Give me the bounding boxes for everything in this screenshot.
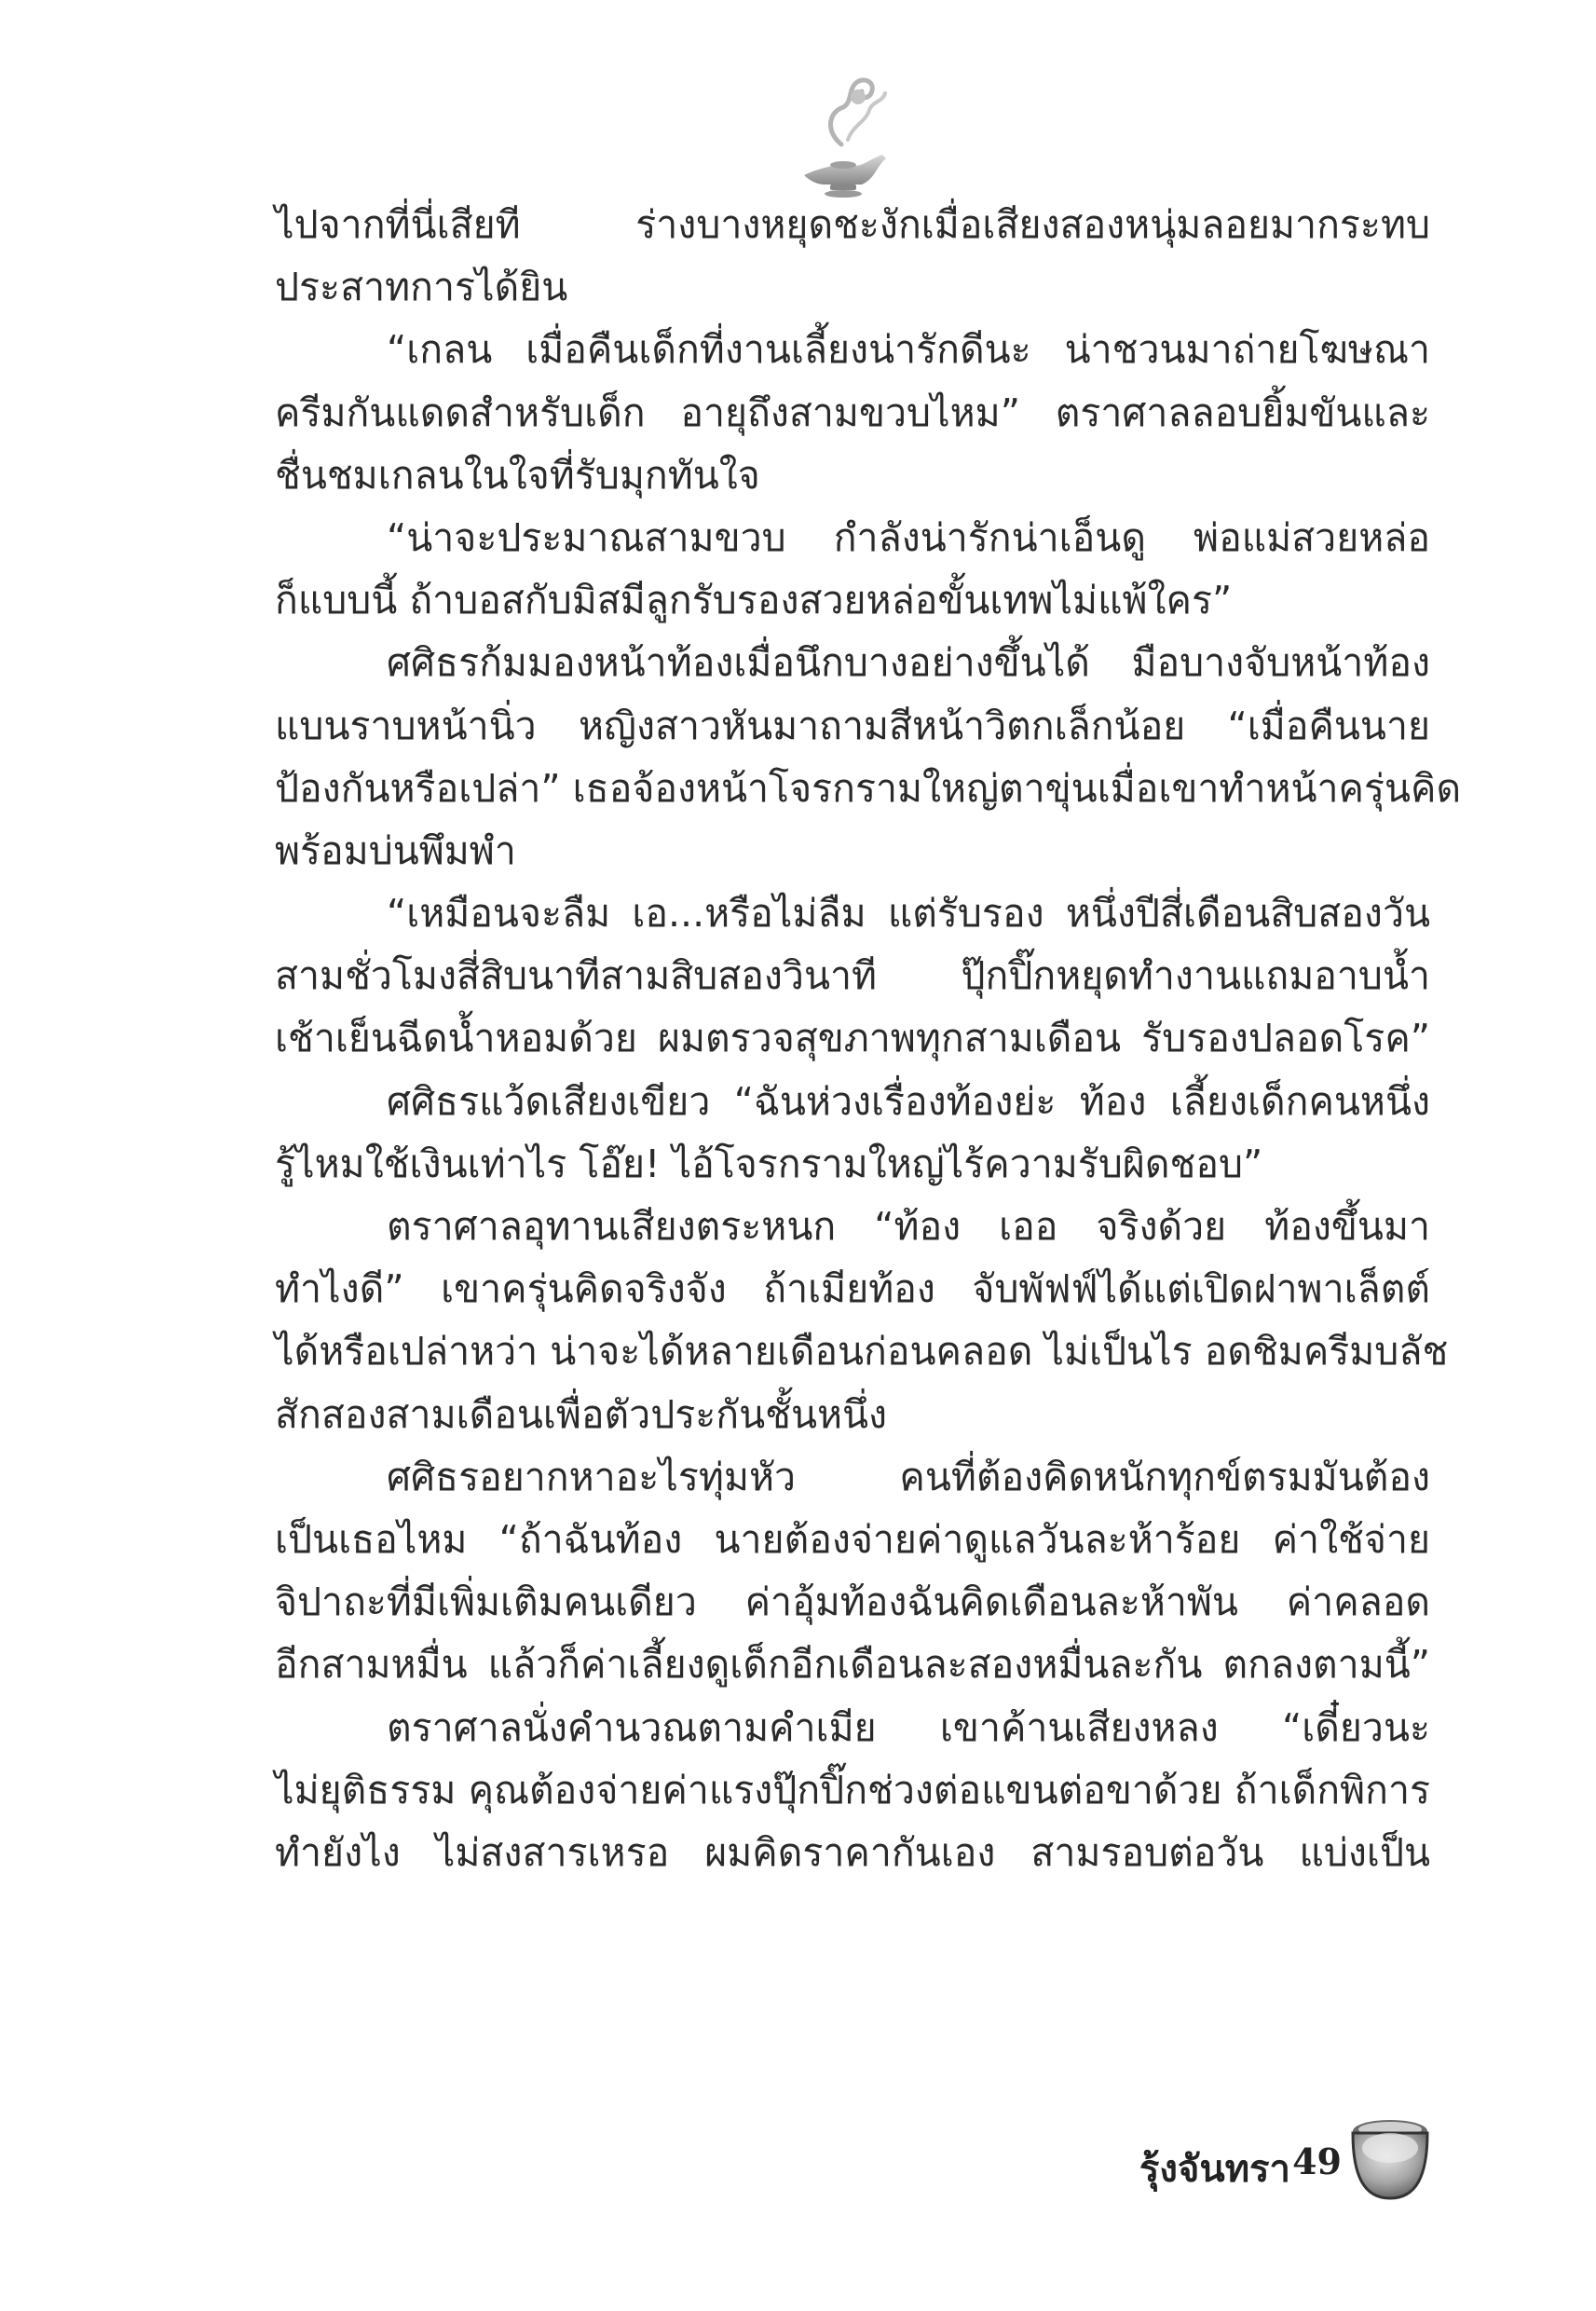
page-footer	[1081, 2111, 1453, 2213]
text-line: แบนราบหน้านิ่ว หญิงสาวหันมาถามสีหน้าวิตกเล็กน้อย “เมื่อคืนนาย	[275, 703, 1430, 748]
text-line: ครีมกันแดดสำหรับเด็ก อายุถึงสามขวบไหม” ตราศาลลอบยิ้มขันและ	[275, 390, 1430, 435]
text-line: ได้หรือเปล่าหว่า น่าจะได้หลายเดือนก่อนคลอด ไม่เป็นไร อดชิมครีมบลัช	[275, 1329, 1449, 1374]
text-line: ป้องกันหรือเปล่า” เธอจ้องหน้าโจรกรามใหญ่ตาขุ่นเมื่อเขาทำหน้าครุ่นคิด	[275, 765, 1462, 811]
text-line: เป็นเธอไหม “ถ้าฉันท้อง นายต้องจ่ายค่าดูแลวันละห้าร้อย ค่าใช้จ่าย	[275, 1516, 1430, 1562]
text-line: อีกสามหมื่น แล้วก็ค่าเลี้ยงดูเด็กอีกเดือนละสองหมื่นละกัน ตกลงตามนี้”	[275, 1642, 1430, 1688]
text-line: ไปจากที่นี่เสียที ร่างบางหยุดชะงักเมื่อเสียงสองหนุ่มลอยมากระทบ	[275, 202, 1430, 247]
text-line: ศศิธรก้มมองหน้าท้องเมื่อนึกบางอย่างขึ้นได้ มือบางจับหน้าท้อง	[387, 640, 1430, 686]
text-line: “เหมือนจะลืม เอ...หรือไม่ลืม แต่รับรอง หนึ่งปีสี่เดือนสิบสองวัน	[387, 891, 1430, 937]
text-line: ศศิธรแว้ดเสียงเขียว “ฉันห่วงเรื่องท้องย่ะ ท้อง เลี้ยงเด็กคนหนึ่ง	[387, 1078, 1430, 1124]
text-line: พร้อมบ่นพึมพำ	[275, 827, 516, 873]
text-line: ประสาทการได้ยิน	[275, 265, 568, 310]
text-line: รู้ไหมใช้เงินเท่าไร โอ๊ย! ไอ้โจรกรามใหญ่ไร้ความรับผิดชอบ”	[275, 1141, 1263, 1186]
text-line: จิปาถะที่มีเพิ่มเติมคนเดียว ค่าอุ้มท้องฉันคิดเดือนละห้าพัน ค่าคลอด	[275, 1579, 1430, 1625]
genie-lamp-icon	[797, 65, 899, 205]
text-line: ก็แบบนี้ ถ้าบอสกับมิสมีลูกรับรองสวยหล่อขั้นเทพไม่แพ้ใคร”	[275, 578, 1233, 623]
text-line: สามชั่วโมงสี่สิบนาทีสามสิบสองวินาที ปุ๊กปิ๊กหยุดทำงานแถมอาบน้ำ	[275, 953, 1430, 999]
cooking-pot-icon	[1345, 2111, 1435, 2204]
text-line: สักสองสามเดือนเพื่อตัวประกันชั้นหนึ่ง	[275, 1391, 888, 1437]
text-line: ชื่นชมเกลนในใจที่รับมุกทันใจ	[275, 452, 760, 498]
body-text	[275, 194, 1462, 1884]
text-line: ทำไงดี” เขาครุ่นคิดจริงจัง ถ้าเมียท้อง จับพัฟฟ์ได้แต่เปิดฝาพาเล็ตต์	[275, 1266, 1430, 1312]
text-line: “น่าจะประมาณสามขวบ กำลังน่ารักน่าเอ็นดู พ่อแม่สวยหล่อ	[387, 514, 1430, 560]
text-line: “เกลน เมื่อคืนเด็กที่งานเลี้ยงน่ารักดีนะ น่าชวนมาถ่ายโฆษณา	[387, 327, 1430, 373]
text-line: ทำยังไง ไม่สงสารเหรอ ผมคิดราคากันเอง สามรอบต่อวัน แบ่งเป็น	[275, 1829, 1430, 1875]
text-line: ตราศาลอุทานเสียงตระหนก “ท้อง เออ จริงด้วย ท้องขึ้นมา	[387, 1204, 1430, 1249]
book-title: รุ้งจันทรา	[1139, 2147, 1290, 2191]
text-line: เช้าเย็นฉีดน้ำหอมด้วย ผมตรวจสุขภาพทุกสามเดือน รับรองปลอดโรค”	[275, 1016, 1430, 1061]
text-line: ไม่ยุติธรรม คุณต้องจ่ายค่าแรงปุ๊กปิ๊กช่วงต่อแขนต่อขาด้วย ถ้าเด็กพิการ	[275, 1767, 1430, 1812]
page-number: 49	[1292, 2140, 1342, 2182]
text-line: ศศิธรอยากหาอะไรทุ่มหัว คนที่ต้องคิดหนักทุกข์ตรมมันต้อง	[387, 1454, 1430, 1499]
text-line: ตราศาลนั่งคำนวณตามคำเมีย เขาค้านเสียงหลง “เดี๋ยวนะ	[387, 1704, 1430, 1750]
